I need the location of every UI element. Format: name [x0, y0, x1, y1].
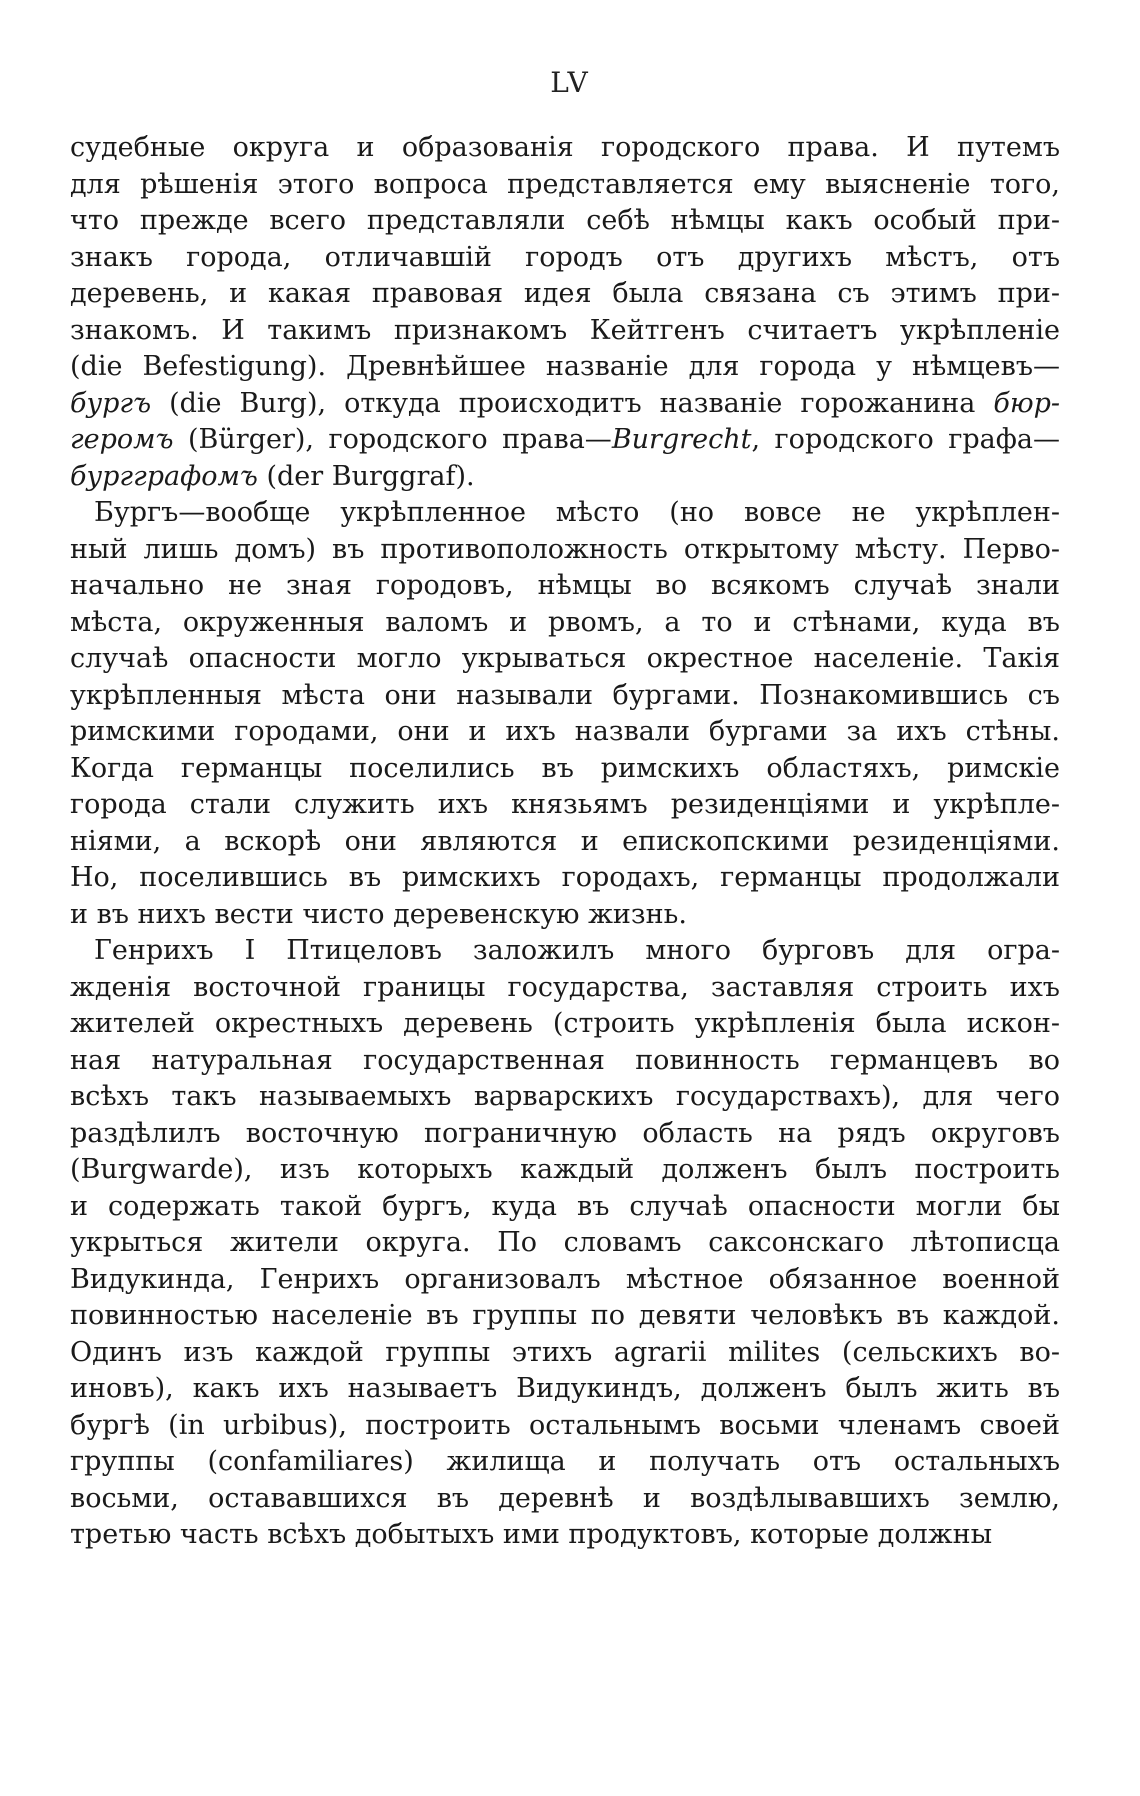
text-line — [70, 495, 1060, 532]
text-segment: ніями, а вскорѣ они являются и епископскими резиденціями. — [70, 825, 1060, 857]
text-segment: , городского графа— — [751, 424, 1060, 455]
italic-text: бюр- — [993, 387, 1060, 419]
paragraph — [70, 933, 1060, 1554]
italic-text: бургъ — [70, 387, 152, 419]
text-line — [70, 459, 1060, 496]
text-segment: мѣста, окруженныя валомъ и рвомъ, а то и стѣнами, куда въ — [70, 606, 1060, 638]
text-segment: (die Befestigung). Древнѣйшее названіе для города у нѣмцевъ— — [70, 351, 1060, 382]
text-line — [70, 1444, 1060, 1481]
text-segment: что прежде всего представляли себѣ нѣмцы какъ особый при- — [70, 205, 1060, 236]
text-line — [70, 167, 1060, 204]
text-line — [70, 1225, 1060, 1262]
text-line — [70, 1408, 1060, 1445]
text-line — [70, 349, 1060, 386]
text-line — [70, 240, 1060, 277]
text-line — [70, 276, 1060, 313]
text-segment: начально не зная городовъ, нѣмцы во всякомъ случаѣ знали — [70, 570, 1060, 601]
text-segment: ная натуральная государственная повинность германцевъ во — [70, 1044, 1060, 1076]
text-segment: римскими городами, они и ихъ назвали бургами за ихъ стѣны. — [70, 716, 1060, 747]
text-segment: раздѣлилъ восточную пограничную область на рядъ округовъ — [70, 1117, 1060, 1149]
text-line — [70, 1262, 1060, 1299]
text-line — [70, 897, 1060, 934]
text-line — [70, 1335, 1060, 1372]
text-segment: всѣхъ такъ называемыхъ варварскихъ государствахъ), для чего — [70, 1081, 1060, 1112]
text-segment: и въ нихъ вести чисто деревенскую жизнь. — [70, 898, 687, 930]
text-line — [70, 860, 1060, 897]
text-segment: судебные округа и образованія городского права. И путемъ — [70, 132, 1060, 163]
text-segment: Одинъ изъ каждой группы этихъ agrarii milites (сельскихъ во- — [70, 1336, 1060, 1368]
italic-text: геромъ — [70, 424, 174, 455]
text-segment: жителей окрестныхъ деревень (строить укрѣпленія была искон- — [70, 1008, 1060, 1039]
text-line — [70, 751, 1060, 788]
text-line — [70, 1481, 1060, 1518]
text-segment: Когда германцы поселились въ римскихъ областяхъ, римскіе — [70, 752, 1060, 784]
body-text — [70, 130, 1060, 1554]
italic-text: Burgrecht — [611, 424, 752, 455]
text-segment: случаѣ опасности могло укрываться окрестное населеніе. Такія — [70, 643, 1060, 674]
text-line — [70, 1116, 1060, 1153]
text-segment: (Bürger), городского права— — [173, 424, 612, 455]
text-segment: (der Burggraf). — [257, 460, 475, 492]
text-segment: Видукинда, Генрихъ организовалъ мѣстное обязанное военной — [70, 1263, 1060, 1295]
text-line — [70, 605, 1060, 642]
text-line — [70, 933, 1060, 970]
text-line — [70, 970, 1060, 1007]
text-line — [70, 824, 1060, 861]
text-segment: бургѣ (in urbibus), построить остальнымъ восьми членамъ своей — [70, 1409, 1060, 1441]
text-segment: и содержать такой бургъ, куда въ случаѣ опасности могли бы — [70, 1190, 1060, 1222]
text-segment: повинностью населеніе въ группы по девяти человѣкъ въ каждой. — [70, 1300, 1060, 1331]
text-segment: Но, поселившись въ римскихъ городахъ, германцы продолжали — [70, 862, 1060, 893]
text-segment: группы (confamiliares) жилища и получать отъ остальныхъ — [70, 1446, 1060, 1477]
text-line — [70, 787, 1060, 824]
text-segment: иновъ), какъ ихъ называетъ Видукиндъ, долженъ былъ жить въ — [70, 1373, 1060, 1404]
text-line — [70, 532, 1060, 569]
text-line — [70, 1189, 1060, 1226]
text-line — [70, 130, 1060, 167]
text-segment: восьми, остававшихся въ деревнѣ и воздѣлывавшихъ землю, — [70, 1482, 1060, 1514]
text-segment: ный лишь домъ) въ противоположность открытому мѣсту. Перво- — [70, 533, 1060, 565]
text-line — [70, 1517, 1060, 1554]
text-line — [70, 568, 1060, 605]
text-segment: (Burgwarde), изъ которыхъ каждый долженъ былъ построить — [70, 1154, 1060, 1185]
text-line — [70, 714, 1060, 751]
text-line — [70, 313, 1060, 350]
text-line — [70, 422, 1060, 459]
text-segment: (die Burg), откуда происходитъ названіе горожанина — [151, 387, 994, 419]
paragraph — [70, 130, 1060, 495]
text-segment: знакомъ. И такимъ признакомъ Кейтгенъ считаетъ укрѣпленіе — [70, 314, 1060, 346]
text-segment: жденія восточной границы государства, заставляя строить ихъ — [70, 971, 1060, 1003]
text-segment: укрыться жители округа. По словамъ саксонскаго лѣтописца — [70, 1227, 1060, 1258]
text-line — [70, 1043, 1060, 1080]
text-line — [70, 386, 1060, 423]
text-segment: знакъ города, отличавшій городъ отъ другихъ мѣстъ, отъ — [70, 241, 1060, 273]
text-line — [70, 203, 1060, 240]
text-line — [70, 678, 1060, 715]
italic-text: бургграфомъ — [70, 460, 258, 492]
text-segment: третью часть всѣхъ добытыхъ ими продуктовъ, которые должны — [70, 1519, 993, 1550]
text-segment: укрѣпленныя мѣста они называли бургами. Познакомившись съ — [70, 679, 1060, 711]
text-segment: деревень, и какая правовая идея была связана съ этимъ при- — [70, 278, 1060, 309]
text-segment: Бургъ—вообще укрѣпленное мѣсто (но вовсе не укрѣплен- — [94, 497, 1060, 528]
text-line — [70, 1371, 1060, 1408]
text-segment: для рѣшенія этого вопроса представляется ему выясненіе того, — [70, 168, 1060, 200]
text-line — [70, 1006, 1060, 1043]
text-line — [70, 641, 1060, 678]
text-line — [70, 1298, 1060, 1335]
paragraph — [70, 495, 1060, 933]
text-segment: Генрихъ I Птицеловъ заложилъ много бурговъ для огра- — [94, 935, 1060, 966]
text-segment: города стали служить ихъ князьямъ резиденціями и укрѣпле- — [70, 789, 1060, 820]
text-line — [70, 1152, 1060, 1189]
text-line — [70, 1079, 1060, 1116]
page-number: LV — [550, 66, 590, 99]
